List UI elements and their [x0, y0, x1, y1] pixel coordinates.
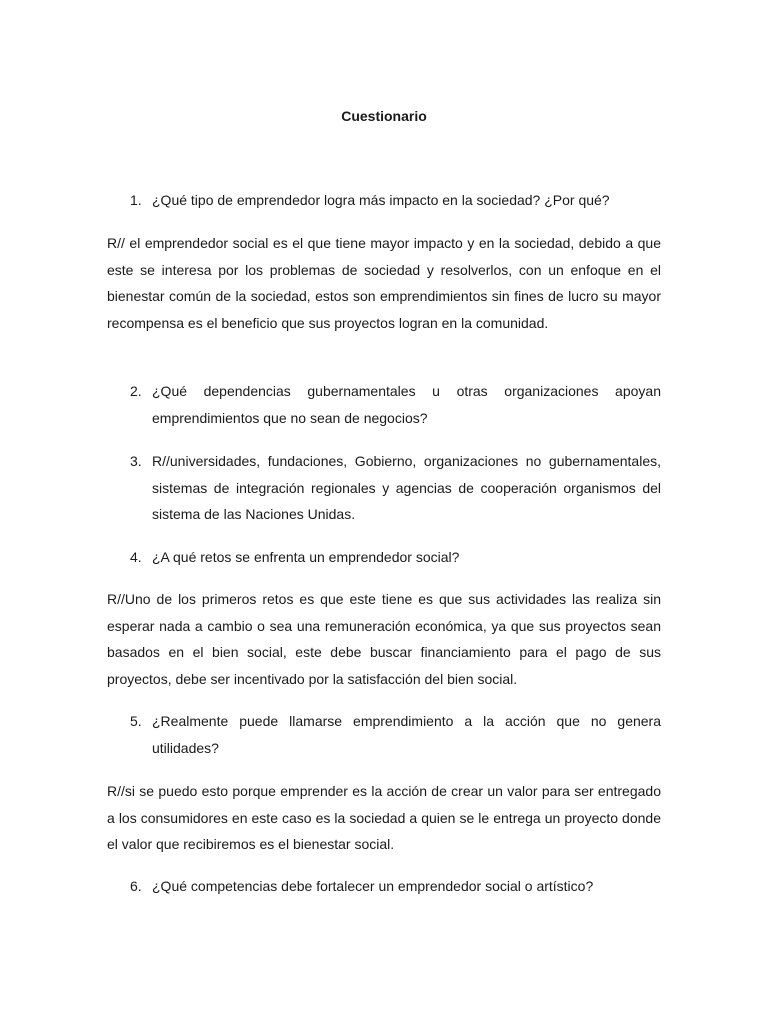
answer-4: R//Uno de los primeros retos es que este tiene es que sus actividades las realiza sin esperar nada a cambio o sea una remuneración económica, ya que sus proyectos sean basados en el bien social, este debe buscar financiamiento para el pago de sus proyectos, debe ser incentivado por la satisfacción del bien social.	[107, 591, 661, 687]
list-item-3	[107, 448, 661, 528]
list-number: 1.	[130, 192, 142, 208]
answer-5: R//si se puedo esto porque emprender es la acción de crear un valor para ser entregado a los consumidores en este caso es la sociedad a quien se le entrega un proyecto donde el valor que recibiremos es el bienestar social.	[107, 783, 661, 852]
list-item-text: R//universidades, fundaciones, Gobierno, organizaciones no gubernamentales, sistemas de integración regionales y agencias de cooperación organismos del sistema de las Naciones Unidas.	[152, 453, 661, 522]
list-number: 6.	[130, 878, 142, 894]
question-text: ¿Qué competencias debe fortalecer un emprendedor social o artístico?	[152, 878, 594, 894]
list-number: 5.	[130, 713, 142, 729]
question-2	[107, 378, 661, 431]
answer-1: R// el emprendedor social es el que tiene mayor impacto y en la sociedad, debido a que este se interesa por los problemas de sociedad y resolverlos, con un enfoque en el bienestar común de la sociedad, estos son emprendimientos sin fines de lucro su mayor recompensa es el beneficio que sus proyectos logran en la comunidad.	[107, 235, 661, 331]
question-text: ¿Realmente puede llamarse emprendimiento a la acción que no genera utilidades?	[152, 713, 661, 756]
question-4	[107, 544, 661, 571]
list-number: 2.	[130, 383, 142, 399]
question-6	[107, 873, 661, 900]
list-number: 3.	[130, 453, 142, 469]
question-text: ¿Qué dependencias gubernamentales u otras organizaciones apoyan emprendimientos que no sean de negocios?	[152, 383, 661, 426]
page-title: Cuestionario	[341, 108, 427, 124]
question-5	[107, 708, 661, 761]
question-text: ¿Qué tipo de emprendedor logra más impacto en la sociedad? ¿Por qué?	[152, 192, 610, 208]
list-number: 4.	[130, 549, 142, 565]
question-text: ¿A qué retos se enfrenta un emprendedor social?	[152, 549, 460, 565]
question-1	[107, 187, 661, 214]
